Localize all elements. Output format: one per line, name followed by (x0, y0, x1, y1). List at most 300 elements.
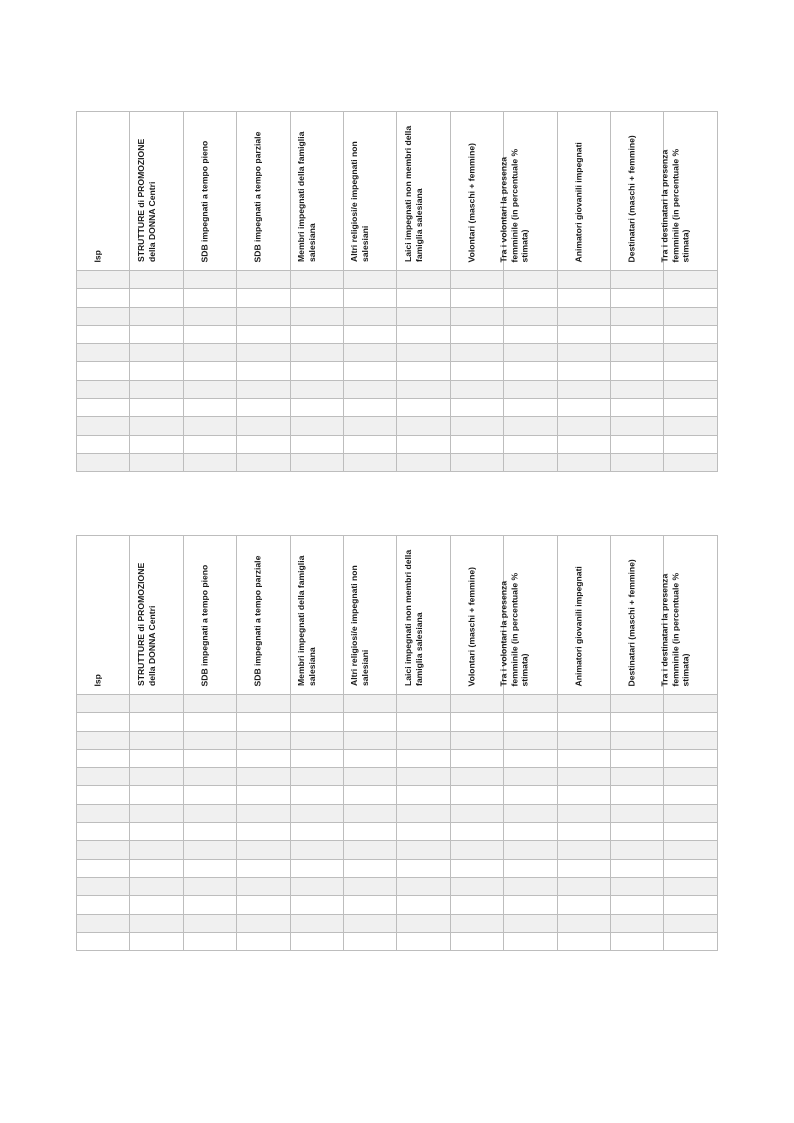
table-cell[interactable] (130, 695, 183, 713)
table-cell[interactable] (130, 804, 183, 822)
table-cell[interactable] (130, 307, 183, 325)
table-cell[interactable] (130, 713, 183, 731)
table-cell[interactable] (290, 325, 343, 343)
table-cell[interactable] (290, 713, 343, 731)
table-cell[interactable] (557, 435, 610, 453)
table-cell[interactable] (237, 325, 290, 343)
table-cell[interactable] (557, 859, 610, 877)
table-cell[interactable] (290, 731, 343, 749)
table-cell[interactable] (77, 896, 130, 914)
table-cell[interactable] (130, 914, 183, 932)
table-cell[interactable] (77, 731, 130, 749)
table-cell[interactable] (611, 417, 664, 435)
table-cell[interactable] (611, 399, 664, 417)
table-cell[interactable] (504, 859, 557, 877)
table-cell[interactable] (77, 749, 130, 767)
table-cell[interactable] (450, 896, 503, 914)
table-cell[interactable] (504, 289, 557, 307)
table-cell[interactable] (130, 435, 183, 453)
table-cell[interactable] (77, 823, 130, 841)
table-cell[interactable] (237, 896, 290, 914)
table-cell[interactable] (664, 877, 718, 895)
table-cell[interactable] (611, 731, 664, 749)
table-cell[interactable] (183, 435, 236, 453)
table-cell[interactable] (611, 786, 664, 804)
table-cell[interactable] (290, 823, 343, 841)
table-cell[interactable] (397, 695, 450, 713)
table-cell[interactable] (77, 841, 130, 859)
table-cell[interactable] (611, 877, 664, 895)
table-cell[interactable] (183, 307, 236, 325)
table-cell[interactable] (397, 344, 450, 362)
table-cell[interactable] (290, 896, 343, 914)
table-cell[interactable] (237, 695, 290, 713)
table-cell[interactable] (344, 859, 397, 877)
table-cell[interactable] (557, 932, 610, 950)
table-cell[interactable] (237, 768, 290, 786)
table-cell[interactable] (504, 453, 557, 471)
table-cell[interactable] (183, 804, 236, 822)
table-cell[interactable] (450, 417, 503, 435)
table-cell[interactable] (77, 859, 130, 877)
table-cell[interactable] (504, 325, 557, 343)
table-cell[interactable] (397, 896, 450, 914)
table-cell[interactable] (397, 914, 450, 932)
table-cell[interactable] (237, 932, 290, 950)
table-cell[interactable] (504, 914, 557, 932)
table-cell[interactable] (504, 399, 557, 417)
table-cell[interactable] (344, 749, 397, 767)
table-cell[interactable] (664, 380, 718, 398)
table-cell[interactable] (130, 731, 183, 749)
table-cell[interactable] (77, 344, 130, 362)
table-cell[interactable] (397, 731, 450, 749)
table-cell[interactable] (504, 804, 557, 822)
table-cell[interactable] (504, 896, 557, 914)
table-cell[interactable] (290, 344, 343, 362)
table-cell[interactable] (664, 859, 718, 877)
table-cell[interactable] (450, 380, 503, 398)
table-cell[interactable] (397, 841, 450, 859)
table-cell[interactable] (237, 713, 290, 731)
table-cell[interactable] (664, 914, 718, 932)
table-cell[interactable] (290, 695, 343, 713)
table-cell[interactable] (183, 896, 236, 914)
table-cell[interactable] (397, 289, 450, 307)
table-cell[interactable] (344, 914, 397, 932)
table-cell[interactable] (450, 877, 503, 895)
table-cell[interactable] (557, 914, 610, 932)
table-cell[interactable] (290, 841, 343, 859)
table-cell[interactable] (77, 877, 130, 895)
table-cell[interactable] (130, 453, 183, 471)
table-cell[interactable] (77, 289, 130, 307)
table-cell[interactable] (504, 786, 557, 804)
table-cell[interactable] (130, 380, 183, 398)
table-cell[interactable] (611, 841, 664, 859)
table-cell[interactable] (397, 749, 450, 767)
table-cell[interactable] (611, 289, 664, 307)
table-cell[interactable] (130, 932, 183, 950)
table-cell[interactable] (611, 823, 664, 841)
table-cell[interactable] (77, 399, 130, 417)
table-cell[interactable] (77, 804, 130, 822)
table-cell[interactable] (290, 435, 343, 453)
table-cell[interactable] (237, 859, 290, 877)
table-cell[interactable] (77, 914, 130, 932)
table-cell[interactable] (397, 380, 450, 398)
table-cell[interactable] (183, 713, 236, 731)
table-cell[interactable] (504, 344, 557, 362)
table-cell[interactable] (344, 731, 397, 749)
table-cell[interactable] (130, 344, 183, 362)
table-cell[interactable] (130, 823, 183, 841)
table-cell[interactable] (77, 325, 130, 343)
table-cell[interactable] (450, 786, 503, 804)
table-cell[interactable] (450, 932, 503, 950)
table-cell[interactable] (450, 344, 503, 362)
table-cell[interactable] (183, 823, 236, 841)
table-cell[interactable] (344, 877, 397, 895)
table-cell[interactable] (557, 749, 610, 767)
table-cell[interactable] (290, 877, 343, 895)
table-cell[interactable] (290, 914, 343, 932)
table-cell[interactable] (450, 307, 503, 325)
table-cell[interactable] (183, 417, 236, 435)
table-cell[interactable] (450, 713, 503, 731)
table-cell[interactable] (77, 271, 130, 289)
table-cell[interactable] (290, 289, 343, 307)
table-cell[interactable] (504, 932, 557, 950)
table-cell[interactable] (183, 695, 236, 713)
table-cell[interactable] (344, 768, 397, 786)
table-cell[interactable] (611, 768, 664, 786)
table-cell[interactable] (611, 859, 664, 877)
table-cell[interactable] (290, 932, 343, 950)
table-cell[interactable] (450, 399, 503, 417)
table-cell[interactable] (504, 877, 557, 895)
table-cell[interactable] (290, 749, 343, 767)
table-cell[interactable] (344, 453, 397, 471)
table-cell[interactable] (130, 768, 183, 786)
table-cell[interactable] (664, 841, 718, 859)
table-cell[interactable] (344, 271, 397, 289)
table-cell[interactable] (664, 362, 718, 380)
table-cell[interactable] (344, 435, 397, 453)
table-cell[interactable] (344, 695, 397, 713)
table-cell[interactable] (504, 823, 557, 841)
table-cell[interactable] (237, 914, 290, 932)
table-cell[interactable] (611, 362, 664, 380)
table-cell[interactable] (183, 731, 236, 749)
table-cell[interactable] (557, 307, 610, 325)
table-cell[interactable] (397, 307, 450, 325)
table-cell[interactable] (397, 325, 450, 343)
table-cell[interactable] (557, 731, 610, 749)
table-cell[interactable] (130, 325, 183, 343)
table-cell[interactable] (290, 804, 343, 822)
table-cell[interactable] (130, 786, 183, 804)
table-cell[interactable] (237, 380, 290, 398)
table-cell[interactable] (237, 731, 290, 749)
table-cell[interactable] (344, 399, 397, 417)
table-cell[interactable] (504, 435, 557, 453)
table-cell[interactable] (77, 435, 130, 453)
table-cell[interactable] (397, 435, 450, 453)
table-cell[interactable] (557, 841, 610, 859)
table-cell[interactable] (130, 841, 183, 859)
table-cell[interactable] (664, 271, 718, 289)
table-cell[interactable] (344, 713, 397, 731)
table-cell[interactable] (397, 859, 450, 877)
table-cell[interactable] (183, 325, 236, 343)
table-cell[interactable] (237, 271, 290, 289)
table-cell[interactable] (504, 417, 557, 435)
table-cell[interactable] (664, 768, 718, 786)
table-cell[interactable] (611, 307, 664, 325)
table-cell[interactable] (77, 307, 130, 325)
table-cell[interactable] (237, 786, 290, 804)
table-cell[interactable] (557, 823, 610, 841)
table-cell[interactable] (664, 325, 718, 343)
table-cell[interactable] (611, 344, 664, 362)
table-cell[interactable] (290, 399, 343, 417)
table-cell[interactable] (183, 362, 236, 380)
table-cell[interactable] (450, 914, 503, 932)
table-cell[interactable] (664, 823, 718, 841)
table-cell[interactable] (290, 768, 343, 786)
table-cell[interactable] (611, 325, 664, 343)
table-cell[interactable] (183, 399, 236, 417)
table-cell[interactable] (397, 877, 450, 895)
table-cell[interactable] (557, 786, 610, 804)
table-cell[interactable] (290, 417, 343, 435)
table-cell[interactable] (344, 823, 397, 841)
table-cell[interactable] (77, 453, 130, 471)
table-cell[interactable] (450, 325, 503, 343)
table-cell[interactable] (183, 271, 236, 289)
table-cell[interactable] (237, 877, 290, 895)
table-cell[interactable] (130, 749, 183, 767)
table-cell[interactable] (450, 841, 503, 859)
table-cell[interactable] (611, 804, 664, 822)
table-cell[interactable] (130, 877, 183, 895)
table-cell[interactable] (557, 417, 610, 435)
table-cell[interactable] (237, 841, 290, 859)
table-cell[interactable] (664, 713, 718, 731)
table-cell[interactable] (664, 435, 718, 453)
table-cell[interactable] (183, 932, 236, 950)
table-cell[interactable] (344, 786, 397, 804)
table-cell[interactable] (237, 417, 290, 435)
table-cell[interactable] (344, 325, 397, 343)
table-cell[interactable] (237, 307, 290, 325)
table-cell[interactable] (130, 859, 183, 877)
table-cell[interactable] (130, 417, 183, 435)
table-cell[interactable] (77, 932, 130, 950)
table-cell[interactable] (397, 786, 450, 804)
table-cell[interactable] (130, 289, 183, 307)
table-cell[interactable] (344, 896, 397, 914)
table-cell[interactable] (397, 713, 450, 731)
table-cell[interactable] (557, 877, 610, 895)
table-cell[interactable] (344, 841, 397, 859)
table-cell[interactable] (344, 307, 397, 325)
table-cell[interactable] (183, 877, 236, 895)
table-cell[interactable] (344, 344, 397, 362)
table-cell[interactable] (557, 399, 610, 417)
table-cell[interactable] (290, 453, 343, 471)
table-cell[interactable] (664, 932, 718, 950)
table-cell[interactable] (664, 695, 718, 713)
table-cell[interactable] (397, 453, 450, 471)
table-cell[interactable] (664, 731, 718, 749)
table-cell[interactable] (611, 932, 664, 950)
table-cell[interactable] (664, 786, 718, 804)
table-cell[interactable] (557, 325, 610, 343)
table-cell[interactable] (664, 289, 718, 307)
table-cell[interactable] (504, 731, 557, 749)
table-cell[interactable] (344, 289, 397, 307)
table-cell[interactable] (77, 417, 130, 435)
table-cell[interactable] (611, 380, 664, 398)
table-cell[interactable] (237, 289, 290, 307)
table-cell[interactable] (237, 804, 290, 822)
table-cell[interactable] (450, 289, 503, 307)
table-cell[interactable] (664, 344, 718, 362)
table-cell[interactable] (183, 344, 236, 362)
table-cell[interactable] (450, 749, 503, 767)
table-cell[interactable] (344, 417, 397, 435)
table-cell[interactable] (237, 435, 290, 453)
table-cell[interactable] (130, 362, 183, 380)
table-cell[interactable] (664, 453, 718, 471)
table-cell[interactable] (183, 289, 236, 307)
table-cell[interactable] (611, 713, 664, 731)
table-cell[interactable] (237, 453, 290, 471)
table-cell[interactable] (77, 786, 130, 804)
table-cell[interactable] (557, 695, 610, 713)
table-cell[interactable] (397, 804, 450, 822)
table-cell[interactable] (504, 695, 557, 713)
table-cell[interactable] (557, 713, 610, 731)
table-cell[interactable] (344, 804, 397, 822)
table-cell[interactable] (344, 932, 397, 950)
table-cell[interactable] (183, 768, 236, 786)
table-cell[interactable] (183, 841, 236, 859)
table-cell[interactable] (504, 768, 557, 786)
table-cell[interactable] (611, 749, 664, 767)
table-cell[interactable] (450, 804, 503, 822)
table-cell[interactable] (397, 417, 450, 435)
table-cell[interactable] (290, 271, 343, 289)
table-cell[interactable] (77, 380, 130, 398)
table-cell[interactable] (450, 362, 503, 380)
table-cell[interactable] (397, 271, 450, 289)
table-cell[interactable] (77, 768, 130, 786)
table-cell[interactable] (344, 362, 397, 380)
table-cell[interactable] (504, 307, 557, 325)
table-cell[interactable] (664, 399, 718, 417)
table-cell[interactable] (237, 823, 290, 841)
table-cell[interactable] (344, 380, 397, 398)
table-cell[interactable] (397, 823, 450, 841)
table-cell[interactable] (130, 896, 183, 914)
table-cell[interactable] (504, 362, 557, 380)
table-cell[interactable] (290, 859, 343, 877)
table-cell[interactable] (504, 841, 557, 859)
table-cell[interactable] (664, 804, 718, 822)
table-cell[interactable] (504, 749, 557, 767)
table-cell[interactable] (450, 435, 503, 453)
table-cell[interactable] (183, 914, 236, 932)
table-cell[interactable] (290, 380, 343, 398)
table-cell[interactable] (237, 399, 290, 417)
table-cell[interactable] (664, 896, 718, 914)
table-cell[interactable] (183, 786, 236, 804)
table-cell[interactable] (237, 344, 290, 362)
table-cell[interactable] (557, 344, 610, 362)
table-cell[interactable] (450, 731, 503, 749)
table-cell[interactable] (664, 307, 718, 325)
table-cell[interactable] (611, 435, 664, 453)
table-cell[interactable] (504, 713, 557, 731)
table-cell[interactable] (237, 749, 290, 767)
table-cell[interactable] (557, 453, 610, 471)
table-cell[interactable] (290, 362, 343, 380)
table-cell[interactable] (557, 896, 610, 914)
table-cell[interactable] (397, 362, 450, 380)
table-cell[interactable] (504, 380, 557, 398)
table-cell[interactable] (183, 859, 236, 877)
table-cell[interactable] (557, 289, 610, 307)
table-cell[interactable] (290, 307, 343, 325)
table-cell[interactable] (183, 453, 236, 471)
table-cell[interactable] (183, 749, 236, 767)
table-cell[interactable] (397, 768, 450, 786)
table-cell[interactable] (77, 713, 130, 731)
table-cell[interactable] (77, 362, 130, 380)
table-cell[interactable] (611, 453, 664, 471)
table-cell[interactable] (397, 399, 450, 417)
table-cell[interactable] (557, 362, 610, 380)
table-cell[interactable] (130, 399, 183, 417)
table-cell[interactable] (130, 271, 183, 289)
table-cell[interactable] (450, 823, 503, 841)
table-cell[interactable] (290, 786, 343, 804)
table-cell[interactable] (504, 271, 557, 289)
table-cell[interactable] (611, 896, 664, 914)
table-cell[interactable] (557, 768, 610, 786)
table-cell[interactable] (557, 804, 610, 822)
table-cell[interactable] (611, 695, 664, 713)
table-cell[interactable] (557, 271, 610, 289)
table-cell[interactable] (611, 271, 664, 289)
table-cell[interactable] (450, 695, 503, 713)
table-cell[interactable] (450, 859, 503, 877)
table-cell[interactable] (450, 271, 503, 289)
table-cell[interactable] (183, 380, 236, 398)
table-cell[interactable] (77, 695, 130, 713)
table-cell[interactable] (664, 749, 718, 767)
table-cell[interactable] (611, 914, 664, 932)
table-cell[interactable] (397, 932, 450, 950)
table-cell[interactable] (450, 768, 503, 786)
table-cell[interactable] (664, 417, 718, 435)
table-cell[interactable] (237, 362, 290, 380)
table-cell[interactable] (450, 453, 503, 471)
table-cell[interactable] (557, 380, 610, 398)
